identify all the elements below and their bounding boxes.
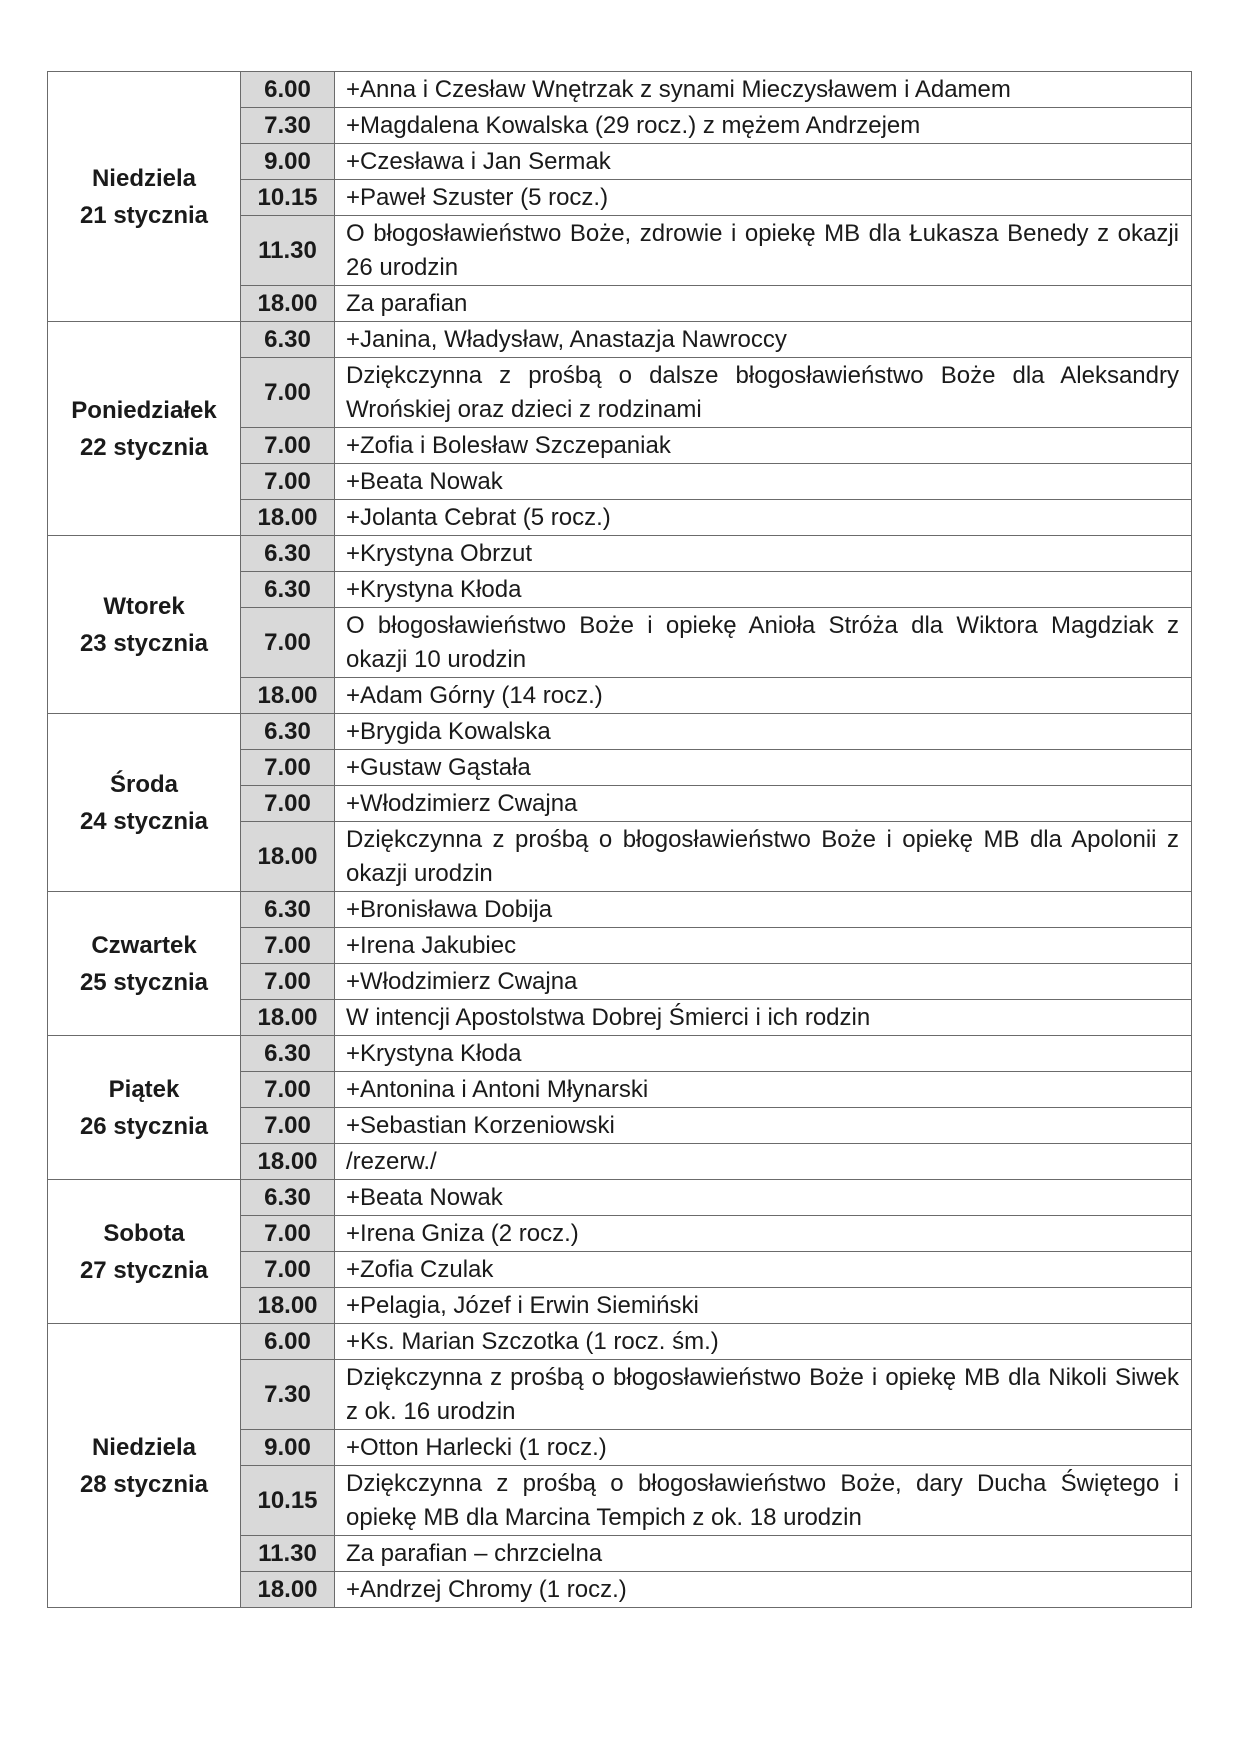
mass-intention: +Janina, Władysław, Anastazja Nawroccy [335,322,1192,358]
mass-intention: +Krystyna Kłoda [335,572,1192,608]
mass-intention: +Magdalena Kowalska (29 rocz.) z mężem Andrzejem [335,108,1192,144]
day-date: 21 stycznia [79,201,209,229]
mass-time: 6.30 [241,1180,335,1216]
mass-time: 11.30 [241,216,335,286]
mass-intention: +Ks. Marian Szczotka (1 rocz. śm.) [335,1324,1192,1360]
mass-time: 7.00 [241,608,335,678]
mass-time: 11.30 [241,1536,335,1572]
day-date: 22 stycznia [79,433,209,461]
mass-intention: +Adam Górny (14 rocz.) [335,678,1192,714]
mass-intention: W intencji Apostolstwa Dobrej Śmierci i ich rodzin [335,1000,1192,1036]
mass-time: 18.00 [241,286,335,322]
mass-intention: +Gustaw Gąstała [335,750,1192,786]
mass-intention: +Antonina i Antoni Młynarski [335,1072,1192,1108]
mass-intention: O błogosławieństwo Boże i opiekę Anioła Stróża dla Wiktora Magdziak z okazji 10 urodzin [335,608,1192,678]
table-row [48,1324,1192,1360]
mass-time: 6.30 [241,572,335,608]
mass-intention: +Włodzimierz Cwajna [335,964,1192,1000]
mass-time: 18.00 [241,1144,335,1180]
mass-intention: Dziękczynna z prośbą o dalsze błogosławieństwo Boże dla Aleksandry Wrońskiej oraz dzieci z rodzinami [335,358,1192,428]
mass-time: 7.00 [241,1108,335,1144]
day-cell [48,892,241,1036]
day-name: Poniedziałek [71,396,217,424]
mass-intention: +Paweł Szuster (5 rocz.) [335,180,1192,216]
mass-time: 10.15 [241,1466,335,1536]
mass-intention: +Andrzej Chromy (1 rocz.) [335,1572,1192,1608]
mass-time: 7.00 [241,1216,335,1252]
day-cell [48,72,241,322]
day-name: Niedziela [91,164,197,192]
mass-time: 18.00 [241,500,335,536]
mass-time: 7.00 [241,786,335,822]
day-name: Niedziela [91,1433,197,1461]
table-row [48,322,1192,358]
mass-time: 7.00 [241,464,335,500]
mass-intention: +Otton Harlecki (1 rocz.) [335,1430,1192,1466]
mass-time: 7.00 [241,1252,335,1288]
mass-intention: Za parafian [335,286,1192,322]
mass-time: 6.30 [241,536,335,572]
day-date: 24 stycznia [79,807,209,835]
mass-time: 18.00 [241,1288,335,1324]
day-cell [48,536,241,714]
day-date: 23 stycznia [79,629,209,657]
day-cell [48,1036,241,1180]
day-name: Czwartek [91,931,197,959]
mass-intention: +Pelagia, Józef i Erwin Siemiński [335,1288,1192,1324]
mass-intention: O błogosławieństwo Boże, zdrowie i opiekę MB dla Łukasza Benedy z okazji 26 urodzin [335,216,1192,286]
day-date: 27 stycznia [79,1256,209,1284]
mass-intention: Za parafian – chrzcielna [335,1536,1192,1572]
mass-intention: +Irena Jakubiec [335,928,1192,964]
mass-intention: +Zofia Czulak [335,1252,1192,1288]
mass-time: 6.30 [241,322,335,358]
mass-time: 10.15 [241,180,335,216]
day-date: 25 stycznia [79,968,209,996]
mass-time: 7.00 [241,1072,335,1108]
table-row [48,1036,1192,1072]
mass-time: 6.00 [241,1324,335,1360]
mass-time: 7.00 [241,750,335,786]
mass-time: 6.30 [241,1036,335,1072]
mass-time: 7.30 [241,1360,335,1430]
mass-intention: +Krystyna Kłoda [335,1036,1192,1072]
mass-time: 18.00 [241,1572,335,1608]
mass-intention: +Irena Gniza (2 rocz.) [335,1216,1192,1252]
mass-time: 7.30 [241,108,335,144]
day-name: Piątek [108,1075,180,1103]
mass-time: 18.00 [241,678,335,714]
day-cell [48,714,241,892]
table-row [48,1180,1192,1216]
mass-intention: +Zofia i Bolesław Szczepaniak [335,428,1192,464]
mass-intention: +Bronisława Dobija [335,892,1192,928]
mass-intention: +Krystyna Obrzut [335,536,1192,572]
mass-time: 18.00 [241,822,335,892]
table-row [48,536,1192,572]
day-name: Wtorek [103,592,185,620]
day-cell [48,1324,241,1608]
day-cell [48,322,241,536]
mass-intention: Dziękczynna z prośbą o błogosławieństwo Boże, dary Ducha Świętego i opiekę MB dla Marcina Tempich z ok. 18 urodzin [335,1466,1192,1536]
mass-intentions-table [47,71,1192,1608]
table-row [48,714,1192,750]
mass-intention: +Anna i Czesław Wnętrzak z synami Mieczysławem i Adamem [335,72,1192,108]
mass-time: 9.00 [241,144,335,180]
table-row [48,892,1192,928]
day-name: Środa [109,770,178,798]
mass-intention: +Czesława i Jan Sermak [335,144,1192,180]
mass-time: 7.00 [241,358,335,428]
mass-intention: Dziękczynna z prośbą o błogosławieństwo Boże i opiekę MB dla Nikoli Siwek z ok. 16 urodzin [335,1360,1192,1430]
mass-time: 6.00 [241,72,335,108]
mass-intention: +Sebastian Korzeniowski [335,1108,1192,1144]
mass-intention: Dziękczynna z prośbą o błogosławieństwo Boże i opiekę MB dla Apolonii z okazji urodzin [335,822,1192,892]
mass-intention: +Włodzimierz Cwajna [335,786,1192,822]
mass-time: 6.30 [241,714,335,750]
day-name: Sobota [103,1219,185,1247]
mass-intention: +Beata Nowak [335,1180,1192,1216]
mass-time: 6.30 [241,892,335,928]
mass-intention: +Beata Nowak [335,464,1192,500]
mass-time: 7.00 [241,928,335,964]
table-row [48,72,1192,108]
mass-intention: /rezerw./ [335,1144,1192,1180]
mass-intentions-body [48,72,1192,1608]
day-cell [48,1180,241,1324]
mass-intention: +Jolanta Cebrat (5 rocz.) [335,500,1192,536]
mass-time: 18.00 [241,1000,335,1036]
day-date: 28 stycznia [79,1470,209,1498]
mass-time: 7.00 [241,428,335,464]
mass-intention: +Brygida Kowalska [335,714,1192,750]
mass-time: 7.00 [241,964,335,1000]
day-date: 26 stycznia [79,1112,209,1140]
mass-time: 9.00 [241,1430,335,1466]
